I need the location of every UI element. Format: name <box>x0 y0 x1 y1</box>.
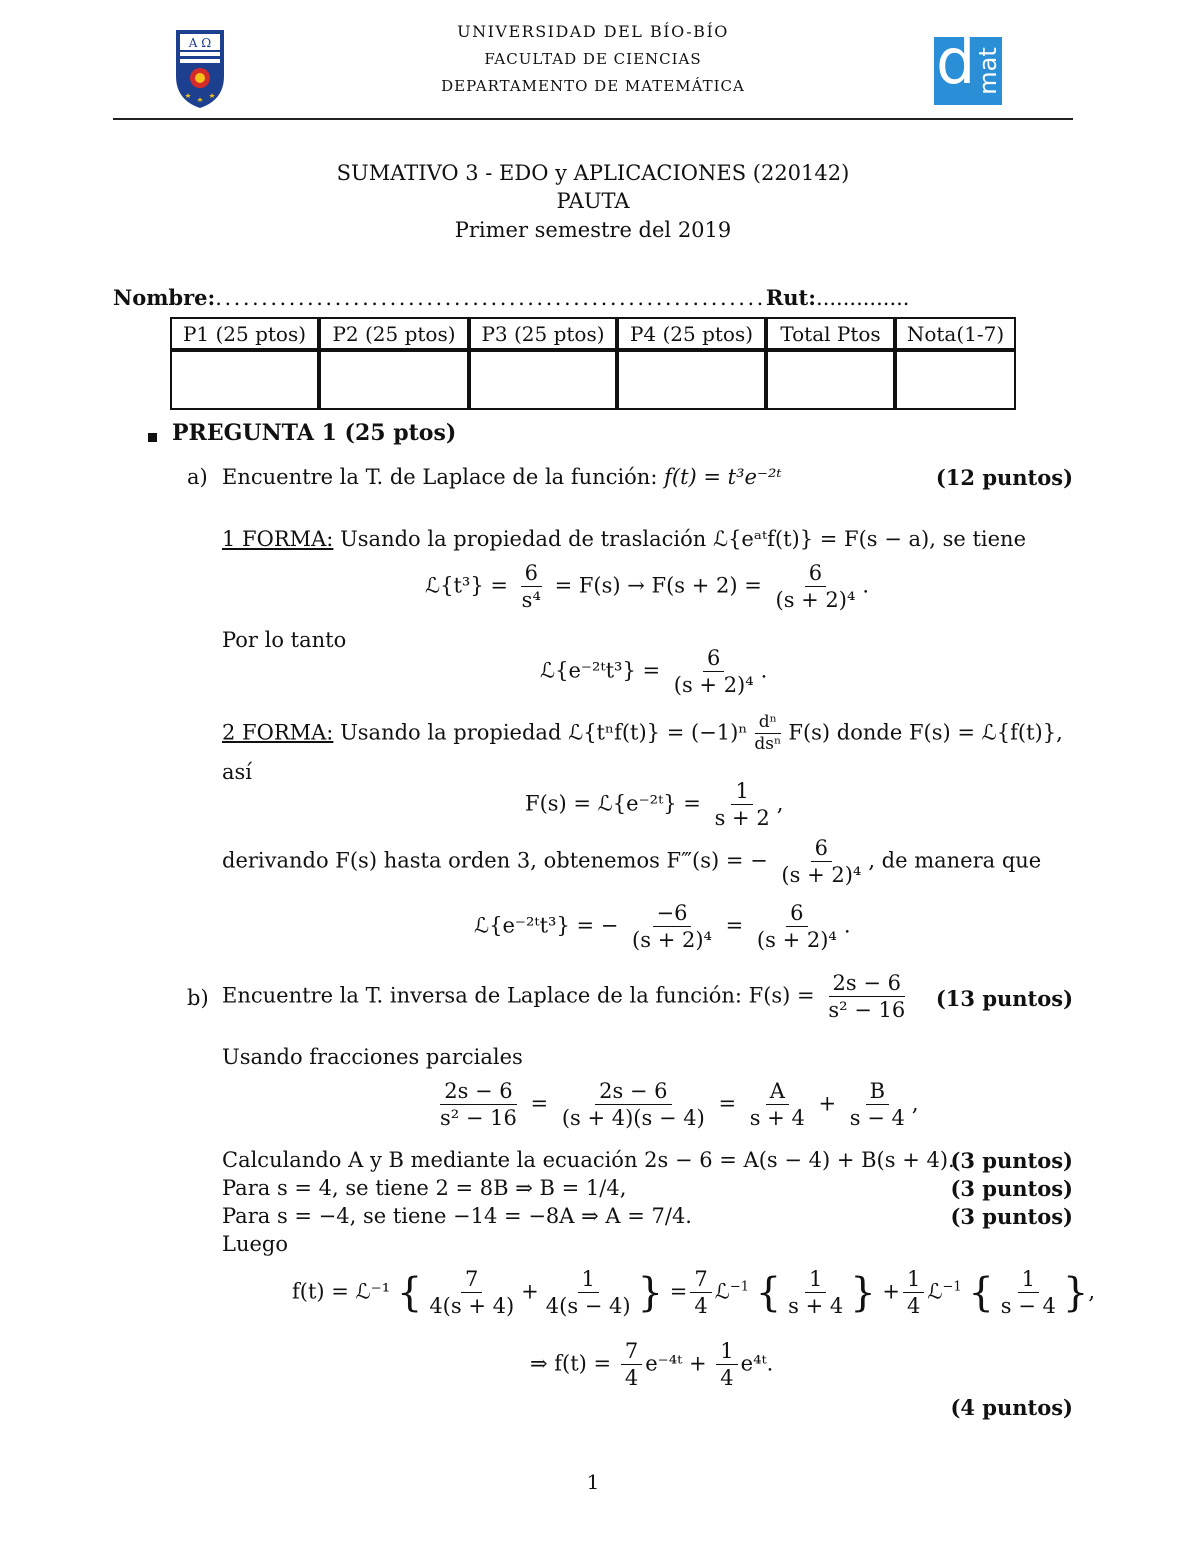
eq1-num: 6 <box>521 560 542 587</box>
grade-cell-nota[interactable] <box>895 350 1016 410</box>
para2-line: Para s = −4, se tiene −14 = −8A ⇒ A = 7/4. <box>222 1204 692 1228</box>
eq6-n5: 1 <box>903 1266 924 1293</box>
eq5-n3: A <box>766 1078 789 1105</box>
grade-cell-p2[interactable] <box>319 350 469 410</box>
part-b-points: (13 puntos) <box>935 986 1073 1011</box>
part-a-marker: a) <box>187 465 208 489</box>
part-a-function: f(t) = t³e⁻²ᵗ <box>664 465 782 489</box>
student-info-line <box>113 285 1073 310</box>
para1-line: Para s = 4, se tiene 2 = 8B ⇒ B = 1/4, <box>222 1176 627 1200</box>
eq5-d1: s² − 16 <box>440 1106 517 1131</box>
question1-title: PREGUNTA 1 (25 ptos) <box>172 420 457 446</box>
eq6-brace-open-2: { <box>755 1269 782 1316</box>
dmat-logo-mat: mat <box>973 47 1002 95</box>
eq6-frac3 <box>690 1266 711 1320</box>
department-name: DEPARTAMENTO DE MATEMÁTICA <box>441 77 745 95</box>
equation-3 <box>525 778 783 832</box>
eq6-d3: 4 <box>694 1294 708 1319</box>
grades-header-row <box>170 317 1016 350</box>
eq6-n1: 7 <box>461 1266 482 1293</box>
faculty-name: FACULTAD DE CIENCIAS <box>484 50 702 68</box>
eq5-frac3 <box>746 1078 809 1132</box>
eq6-brace-close-3: } <box>1062 1269 1089 1316</box>
luego-text: Luego <box>222 1232 288 1256</box>
grade-cell-total[interactable] <box>766 350 895 410</box>
eq7-d1: 4 <box>624 1366 639 1391</box>
forma1-text: Usando la propiedad de traslación ℒ{eᵃᵗf(t)} = F(s − a), se tiene <box>340 527 1027 551</box>
eq4-end: . <box>843 913 851 938</box>
name-label: Nombre: <box>113 285 216 310</box>
exam-title: SUMATIVO 3 - EDO y APLICACIONES (220142) <box>336 161 850 185</box>
eq1-den: s⁴ <box>521 588 541 613</box>
para2-points: (3 puntos) <box>950 1204 1073 1229</box>
grades-header-p1: P1 (25 ptos) <box>170 317 319 350</box>
eq4-fraction1 <box>628 900 716 954</box>
por-lo-tanto: Por lo tanto <box>222 628 347 652</box>
eq2-num: 6 <box>703 645 724 672</box>
derivative-line <box>222 835 1041 889</box>
university-name: UNIVERSIDAD DEL BÍO-BÍO <box>457 22 729 41</box>
equation-6: f(t) = ℒ⁻¹ { $\frac{7}{4(s + 4)}$ + $\frac{1}{4(s - 4)}$ } = $\frac{7}{4}$ ℒ$^{-1}$ { $\frac{1}{s + 4}$ } + $\frac{1}{4}$ ℒ$^{-1}$ { $\frac{1}{s - 4}$ }, <box>292 1267 1096 1319</box>
eq2-left: ℒ{e⁻²ᵗt³} = <box>540 658 661 683</box>
deriv-num: 6 <box>811 835 832 862</box>
dmat-logo <box>934 25 1002 105</box>
eq7-left: ⇒ f(t) = <box>530 1351 612 1376</box>
eq3-num: 1 <box>731 778 752 805</box>
eq6-d4: s + 4 <box>788 1294 844 1319</box>
eq4-mid: = <box>725 913 744 938</box>
eq4-num1: −6 <box>653 900 692 927</box>
part-b-marker: b) <box>187 986 209 1010</box>
eq3-end: , <box>776 791 784 816</box>
eq7-d2: 4 <box>720 1366 734 1391</box>
grades-header-p2: P2 (25 ptos) <box>319 317 469 350</box>
forma2-text-b: F(s) donde F(s) = ℒ{f(t)}, <box>788 720 1063 745</box>
rut-label: Rut: <box>765 285 817 310</box>
asi-text: así <box>222 760 253 784</box>
deriv-text-a: derivando F(s) hasta orden 3, obtenemos F‴(s) = − <box>222 848 768 873</box>
eq6-n3: 7 <box>690 1266 711 1293</box>
grade-cell-p1[interactable] <box>170 350 319 410</box>
eq7-n1: 7 <box>621 1338 642 1365</box>
header-rule <box>113 118 1073 120</box>
logo-alpha-omega: Α Ω <box>188 36 212 50</box>
grades-header-nota: Nota(1-7) <box>895 317 1016 350</box>
eq6-brace-open-3: { <box>968 1269 994 1316</box>
eq5-n4: B <box>866 1078 889 1105</box>
grades-header-p4: P4 (25 ptos) <box>617 317 766 350</box>
eq2-den: (s + 2)⁴ <box>673 673 754 698</box>
eq7-n2: 1 <box>716 1338 737 1365</box>
part-a-points: (12 puntos) <box>935 465 1073 490</box>
eq6-d6: s − 4 <box>1000 1294 1056 1319</box>
eq6-left: f(t) = ℒ⁻¹ <box>292 1279 391 1304</box>
dmat-logo-d: d <box>936 25 976 98</box>
eq7-frac1 <box>621 1338 642 1392</box>
grade-cell-p3[interactable] <box>469 350 617 410</box>
part-b-den: s² − 16 <box>828 998 906 1023</box>
rut-field[interactable]: .............. <box>816 286 910 310</box>
final-points: (4 puntos) <box>950 1395 1073 1420</box>
eq5-d4: s − 4 <box>849 1106 905 1131</box>
eq2-end: . <box>760 658 768 683</box>
eq1-left: ℒ{t³} = <box>425 573 508 598</box>
eq6-brace-close-2: } <box>850 1269 876 1316</box>
eq1-den2: (s + 2)⁴ <box>775 588 856 613</box>
eq6-frac1 <box>425 1266 518 1320</box>
eq4-left: ℒ{e⁻²ᵗt³} = − <box>474 913 619 938</box>
exam-semester: Primer semestre del 2019 <box>454 218 732 242</box>
eq6-n6: 1 <box>1018 1266 1039 1293</box>
eq6-d5: 4 <box>906 1294 921 1319</box>
page-number: 1 <box>586 1470 600 1494</box>
forma2-text-a: Usando la propiedad ℒ{tⁿf(t)} = (−1)ⁿ <box>340 720 748 745</box>
eq6-n2: 1 <box>578 1266 599 1293</box>
eq3-den: s + 2 <box>714 806 770 831</box>
para1-points: (3 puntos) <box>950 1176 1073 1201</box>
eq6-brace-close-1: } <box>637 1269 664 1316</box>
forma2-dnum: dⁿ <box>755 712 781 734</box>
eq5-n1: 2s − 6 <box>440 1078 516 1105</box>
calc-line: Calculando A y B mediante la ecuación 2s − 6 = A(s − 4) + B(s + 4). <box>222 1148 955 1172</box>
deriv-den: (s + 2)⁴ <box>781 863 862 888</box>
exam-subtitle: PAUTA <box>556 189 630 213</box>
eq6-frac2 <box>542 1266 635 1320</box>
equation-4 <box>474 900 851 954</box>
eq6-brace-open-1: { <box>396 1269 423 1316</box>
eq6-frac6 <box>997 1266 1060 1320</box>
eq4-fraction2 <box>753 900 841 954</box>
eq7-e2: e⁴ᵗ. <box>740 1351 774 1376</box>
forma2-label: 2 FORMA: <box>222 720 334 745</box>
eq1-mid: = F(s) → F(s + 2) = <box>554 573 762 598</box>
equation-1 <box>425 560 869 614</box>
eq2-fraction <box>670 645 758 699</box>
equation-2 <box>540 645 767 699</box>
forma1-line <box>222 527 1026 551</box>
eq1-fraction <box>518 560 545 614</box>
forma2-derivative <box>750 712 785 756</box>
eq4-den1: (s + 2)⁴ <box>632 928 712 953</box>
forma1-label: 1 FORMA: <box>222 527 334 551</box>
eq4-den2: (s + 2)⁴ <box>756 928 837 953</box>
eq5-frac1 <box>436 1078 521 1132</box>
equation-7 <box>530 1338 773 1392</box>
grades-header-total: Total Ptos <box>766 317 895 350</box>
part-a-text: Encuentre la T. de Laplace de la función: <box>222 465 658 489</box>
grades-score-row <box>170 350 1016 410</box>
eq6-frac4 <box>784 1266 847 1320</box>
name-field[interactable]: ............................................................ <box>215 286 766 310</box>
grades-header-p3: P3 (25 ptos) <box>469 317 617 350</box>
eq6-d1: 4(s + 4) <box>429 1294 515 1319</box>
eq7-frac2 <box>716 1338 737 1392</box>
eq3-left: F(s) = ℒ{e⁻²ᵗ} = <box>525 791 701 816</box>
eq6-frac5 <box>903 1266 924 1320</box>
forma2-dden: dsⁿ <box>754 734 782 755</box>
part-b-statement <box>222 970 912 1024</box>
deriv-text-b: , de manera que <box>868 848 1042 873</box>
eq5-d2: (s + 4)(s − 4) <box>561 1106 705 1131</box>
fracciones-text: Usando fracciones parciales <box>222 1045 523 1069</box>
eq7-e1: e⁻⁴ᵗ + <box>645 1351 707 1376</box>
eq5-n2: 2s − 6 <box>595 1078 671 1105</box>
part-a-statement <box>222 465 782 489</box>
eq3-fraction <box>711 778 774 832</box>
eq5-frac2 <box>558 1078 709 1132</box>
eq1-end: . <box>862 573 870 598</box>
eq5-d3: s + 4 <box>749 1106 805 1131</box>
eq1-num2: 6 <box>805 560 826 587</box>
eq4-num2: 6 <box>786 900 807 927</box>
part-b-text: Encuentre la T. inversa de Laplace de la función: F(s) = <box>222 983 815 1008</box>
eq6-d2: 4(s − 4) <box>545 1294 631 1319</box>
question-bullet <box>148 433 157 442</box>
eq6-n4: 1 <box>805 1266 826 1293</box>
part-b-num: 2s − 6 <box>829 970 905 997</box>
grade-cell-p4[interactable] <box>617 350 766 410</box>
forma2-line <box>222 712 1063 756</box>
grades-table <box>170 317 1016 410</box>
eq1-fraction2 <box>772 560 860 614</box>
part-b-fraction <box>824 970 909 1024</box>
deriv-fraction <box>777 835 865 889</box>
eq5-frac4 <box>846 1078 909 1132</box>
calc-points: (3 puntos) <box>950 1148 1073 1173</box>
equation-5: $\frac{2s - 6}{\text{s² − 16}}$ = $\frac{2s - 6}{(s + 4)(s - 4)}$ = $\frac{A}{s + 4}$ + $\frac{B}{s - 4}$ , <box>433 1078 919 1132</box>
